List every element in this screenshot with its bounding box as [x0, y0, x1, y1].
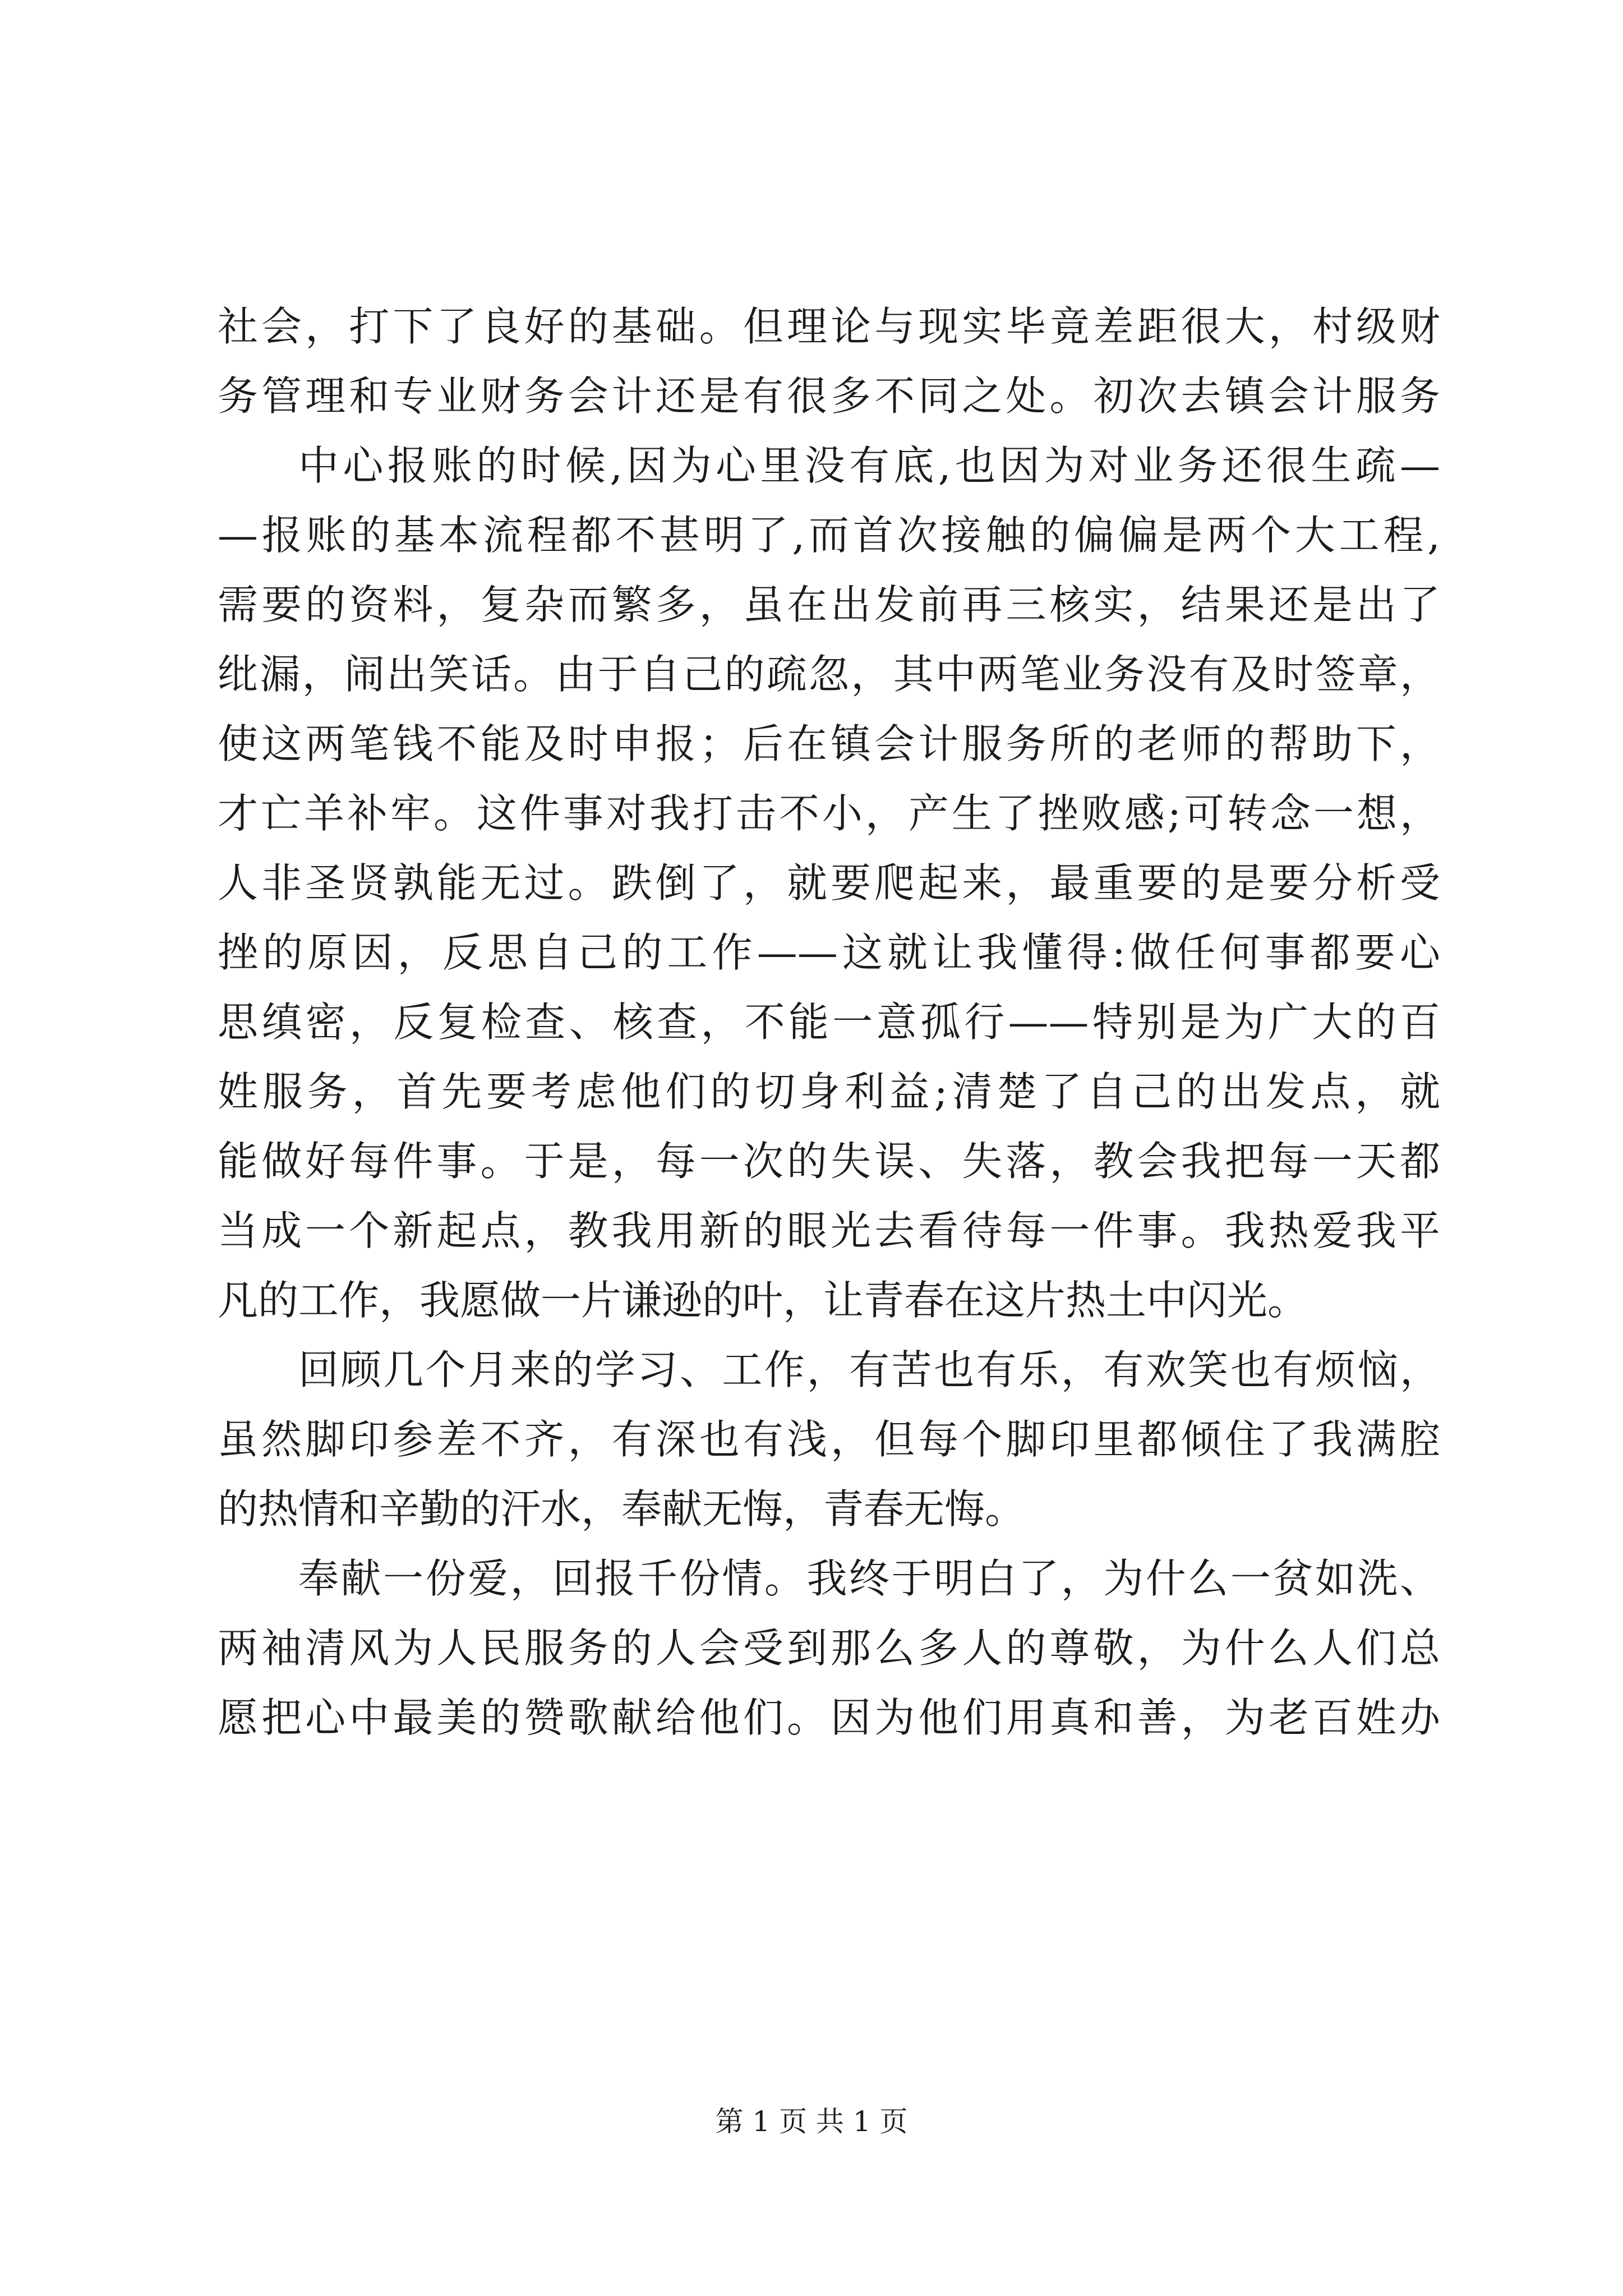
page-footer: 第 1 页 共 1 页 [715, 2105, 908, 2138]
paragraph [218, 292, 1440, 431]
text-line: 奉献一份爱，回报千份情。我终于明白了，为什么一贫如洗、 [298, 1555, 1440, 1602]
paragraph [218, 1544, 1440, 1752]
text-line: 中心报账的时候,因为心里没有底,也因为对业务还很生疏— [298, 442, 1440, 489]
text-line: 思缜密，反复检查、核查，不能一意孤行——特别是为广大的百 [218, 999, 1440, 1046]
paragraph [218, 1335, 1440, 1544]
text-line: 愿把心中最美的赞歌献给他们。因为他们用真和善，为老百姓办 [218, 1694, 1440, 1741]
text-line: 姓服务，首先要考虑他们的切身利益;清楚了自己的出发点，就 [218, 1068, 1440, 1115]
text-line: 务管理和专业财务会计还是有很多不同之处。初次去镇会计服务 [218, 372, 1440, 420]
text-line: 需要的资料，复杂而繁多，虽在出发前再三核实，结果还是出了 [218, 581, 1440, 628]
text-line: 两袖清风为人民服务的人会受到那么多人的尊敬，为什么人们总 [218, 1625, 1440, 1672]
text-line: 使这两笔钱不能及时申报；后在镇会计服务所的老师的帮助下， [218, 720, 1440, 767]
text-line: 人非圣贤孰能无过。跌倒了，就要爬起来，最重要的是要分析受 [218, 859, 1440, 907]
text-line: 能做好每件事。于是，每一次的失误、失落，教会我把每一天都 [218, 1138, 1440, 1185]
text-line: 的热情和辛勤的汗水，奉献无悔，青春无悔。 [218, 1485, 1026, 1533]
text-line: 当成一个新起点，教我用新的眼光去看待每一件事。我热爱我平 [218, 1207, 1440, 1254]
text-line: —报账的基本流程都不甚明了,而首次接触的偏偏是两个大工程, [218, 512, 1440, 559]
text-line: 社会，打下了良好的基础。但理论与现实毕竟差距很大，村级财 [218, 303, 1440, 350]
text-line: 挫的原因，反思自己的工作——这就让我懂得:做任何事都要心 [218, 929, 1440, 976]
paragraph [218, 431, 1440, 1335]
text-line: 回顾几个月来的学习、工作，有苦也有乐，有欢笑也有烦恼， [298, 1346, 1440, 1393]
document-body [218, 292, 1440, 1752]
text-line: 凡的工作，我愿做一片谦逊的叶，让青春在这片热土中闪光。 [218, 1277, 1308, 1324]
text-line: 虽然脚印参差不齐，有深也有浅，但每个脚印里都倾住了我满腔 [218, 1416, 1440, 1463]
text-line: 纰漏，闹出笑话。由于自己的疏忽，其中两笔业务没有及时签章， [218, 651, 1440, 698]
text-line: 才亡羊补牢。这件事对我打击不小，产生了挫败感;可转念一想， [218, 790, 1440, 837]
